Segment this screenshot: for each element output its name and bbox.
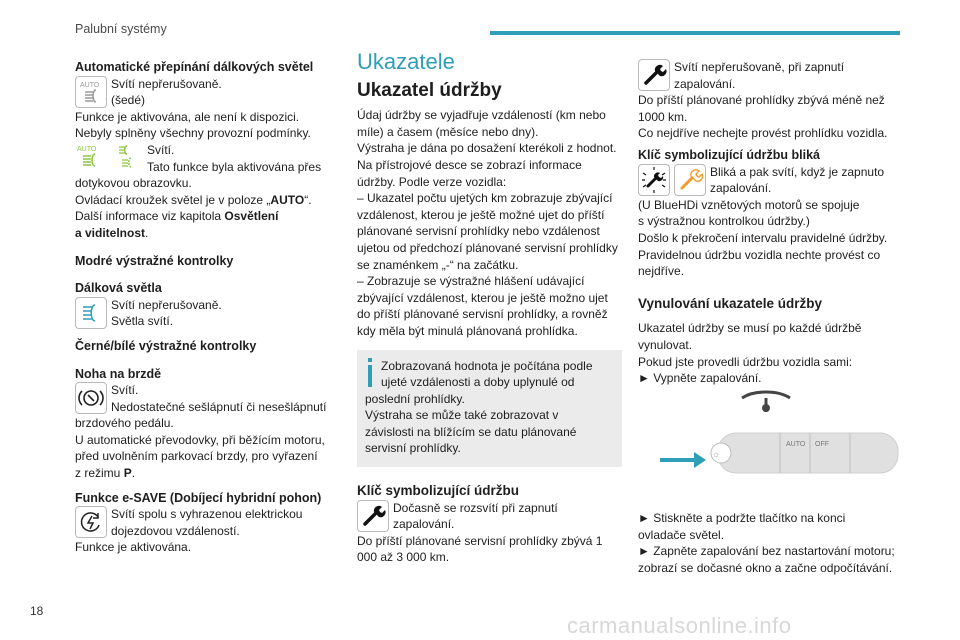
step-line-3: ► Zapněte zapalování bez nastartování motoru; xyxy=(638,544,895,559)
auto-label: AUTO xyxy=(270,192,305,207)
high-beam-line-2: Světla svítí. xyxy=(111,314,174,329)
brake-row xyxy=(75,382,340,415)
service-line: Na přístrojové desce se zobrazí informace xyxy=(357,157,582,172)
left-column xyxy=(75,59,340,556)
wrench-on-line-1: Svítí nepřerušovaně, při zapnutí xyxy=(674,60,845,74)
service-line: zbývající vzdálenost, kterou je ještě možno ujet xyxy=(357,290,608,305)
blue-warning-title: Modré výstražné kontrolky xyxy=(75,253,234,268)
reset-line-3: Pokud jste provedli údržbu vozidla sami: xyxy=(638,354,853,369)
steering-wheel-top xyxy=(742,392,790,398)
auto-high-beam-title: Automatické přepínání dálkových světel xyxy=(75,60,314,74)
arrow-right-icon xyxy=(694,452,706,468)
high-beam-title: Dálková světla xyxy=(75,281,162,296)
auto-on-line-2: Tato funkce byla aktivována přes xyxy=(147,159,322,174)
brake-line-6c: . xyxy=(131,466,136,481)
esave-row xyxy=(75,506,340,539)
blink-line-4: s výstražnou kontrolkou údržby.) xyxy=(638,214,810,229)
service-line: – Zobrazuje se výstražné hlášení udávající xyxy=(357,274,585,289)
brake-line-1: Svítí. xyxy=(111,383,139,398)
info-box xyxy=(357,350,622,468)
auto-high-beam-grey-icon xyxy=(75,76,107,108)
service-line: míle) a časem (měsíce nebo dny). xyxy=(357,124,539,139)
header-accent-bar xyxy=(490,31,900,35)
auto-on-line-1: Svítí. xyxy=(147,142,175,157)
service-line: ujetou od předchozí plánované servisní prohlídky xyxy=(357,240,618,255)
service-line: se znaménkem „-“ na začátku. xyxy=(357,257,519,272)
wrench-line-2: zapalování. xyxy=(393,517,455,532)
wrench-line-1: Dočasně se rozsvítí při zapnutí xyxy=(393,500,558,515)
blink-line-5: Došlo k překročení intervalu pravidelné údržby. xyxy=(638,230,888,245)
info-line: servisní prohlídky. xyxy=(365,441,461,456)
auto-off-line-1: Svítí nepřerušovaně. xyxy=(111,76,222,91)
svg-text:AUTO: AUTO xyxy=(77,145,97,153)
wrench-line-3: Do příští plánované servisní prohlídky zbývá 1 xyxy=(357,533,603,548)
brake-title: Noha na brzdě xyxy=(75,366,162,381)
reset-title: Vynulování ukazatele údržby xyxy=(638,295,823,311)
service-indicator-body xyxy=(357,107,622,339)
indicators-title: Ukazatele xyxy=(357,49,455,74)
reset-body xyxy=(638,320,903,386)
brake-line-4: U automatické převodovky, při běžícím motoru, xyxy=(75,432,325,447)
auto-on-line-5a: Další informace viz kapitola xyxy=(75,209,225,224)
auto-on-line-4 xyxy=(75,192,340,209)
wrench-title: Klíč symbolizující údržbu xyxy=(357,483,520,499)
steps-block xyxy=(638,510,903,576)
wrench-on-line-3: Do příští plánované prohlídky zbývá méně než xyxy=(638,93,885,108)
svg-text:AUTO: AUTO xyxy=(80,81,100,89)
auto-off-line-3: Funkce je aktivována, ale není k dispozici. xyxy=(75,109,300,124)
wrench-on-line-2: zapalování. xyxy=(674,76,736,91)
blink-line-2: zapalování. xyxy=(710,181,772,196)
esave-line-3: Funkce je aktivována. xyxy=(75,540,192,555)
blink-title: Klíč symbolizující údržbu bliká xyxy=(638,147,820,162)
wrench-blinking-icon xyxy=(638,164,670,196)
info-line: Výstraha se může také zobrazovat v xyxy=(365,408,559,423)
auto-high-beam-green-icon xyxy=(75,142,107,174)
high-beam-icon xyxy=(75,297,107,329)
auto-on-line-5 xyxy=(75,208,340,225)
step-line-4: zobrazí se dočasné okno a začne odpočítávání. xyxy=(638,560,893,575)
auto-on-line-4c: “. xyxy=(304,192,312,207)
lighting-stalk-illustration xyxy=(660,378,900,498)
middle-column xyxy=(357,49,622,566)
reset-line-4: ► Vypněte zapalování. xyxy=(638,371,762,386)
visibility-chapter-ref: a viditelnost xyxy=(75,225,146,240)
park-mode-label: P xyxy=(123,466,132,481)
service-line: plánované servisní prohlídky nebo vzdálenost xyxy=(357,224,600,239)
esave-line-1: Svítí spolu s vyhrazenou elektrickou xyxy=(111,507,303,522)
bw-warning-title: Černé/bílé výstražné kontrolky xyxy=(75,338,257,353)
blink-row xyxy=(638,164,903,197)
high-beam-line-1: Svítí nepřerušovaně. xyxy=(111,297,222,312)
auto-on-line-3: dotykovou obrazovku. xyxy=(75,176,192,191)
stalk-label-off: OFF xyxy=(815,441,829,448)
auto-on-row xyxy=(75,142,340,175)
esave-title: Funkce e-SAVE (Dobíjecí hybridní pohon) xyxy=(75,490,322,505)
esave-line-2: dojezdovou vzdáleností. xyxy=(111,523,240,538)
info-icon xyxy=(365,358,375,388)
info-line: poslední prohlídky. xyxy=(365,391,465,406)
page-number: 18 xyxy=(30,604,44,618)
auto-on-line-6 xyxy=(75,225,340,242)
wrench-on-row xyxy=(638,59,903,92)
foot-on-brake-icon xyxy=(75,382,107,414)
wrench-line-4: 000 až 3 000 km. xyxy=(357,550,450,565)
wrench-on-line-4: 1000 km. xyxy=(638,109,688,124)
service-line: Výstraha je dána po dosažení kterékoli z hodnot. xyxy=(357,141,617,156)
wrench-icon xyxy=(357,500,389,532)
esave-icon xyxy=(75,506,107,538)
brake-line-6a: z režimu xyxy=(75,466,124,481)
ignition-key-icon xyxy=(762,404,770,412)
service-indicator-title: Ukazatel údržby xyxy=(357,79,502,101)
info-line: závislosti na blížícím se datu plánované xyxy=(365,424,577,439)
high-beam-assist-green-icon xyxy=(111,142,143,174)
service-line: vzdálenost, kterou je ještě možné ujet do příští xyxy=(357,207,605,222)
service-line: kdy měla být minulá plánovaná prohlídka. xyxy=(357,323,578,338)
blink-line-7: nejdříve. xyxy=(638,264,685,279)
step-line-1: ► Stiskněte a podržte tlačítko na konci xyxy=(638,511,846,525)
brake-line-6 xyxy=(75,465,340,482)
wrench-steady-icon xyxy=(638,59,670,91)
stalk-label-auto: AUTO xyxy=(786,441,806,448)
service-line: údržby. Podle verze vozidla: xyxy=(357,174,507,189)
info-line: Zobrazovaná hodnota je počítána podle xyxy=(381,358,593,373)
auto-on-line-6b: . xyxy=(145,225,149,240)
right-column xyxy=(638,59,903,387)
stalk-body xyxy=(718,433,898,473)
auto-off-line-4: Nebyly splněny všechny provozní podmínky. xyxy=(75,126,311,141)
watermark: carmanualsonline.info xyxy=(567,613,792,638)
step-line-2: ovladače světel. xyxy=(638,527,725,542)
blink-line-6: Pravidelnou údržbu vozidla nechte provést co xyxy=(638,247,881,262)
brake-line-3: brzdového pedálu. xyxy=(75,416,174,431)
wrench-row xyxy=(357,500,622,533)
info-line: ujeté vzdálenosti a doby uplynulé od xyxy=(381,375,575,390)
service-line: – Ukazatel počtu ujetých km zobrazuje zbývající xyxy=(357,191,613,206)
wrench-orange-icon xyxy=(674,164,706,196)
blink-line-3: (U BlueHDi vznětových motorů se spojuje xyxy=(638,197,860,212)
high-beam-row xyxy=(75,297,340,330)
brake-line-5: před uvolněním parkovací brzdy, pro vyřazení xyxy=(75,449,318,464)
header-section: Palubní systémy xyxy=(75,22,167,36)
lighting-chapter-ref: Osvětlení xyxy=(224,209,279,224)
auto-off-line-2: (šedé) xyxy=(111,93,146,108)
auto-off-row xyxy=(75,76,340,109)
service-line: do příští plánované servisní prohlídky, a rovněž xyxy=(357,307,608,322)
auto-on-line-4a: Ovládací kroužek světel je v poloze „ xyxy=(75,192,271,207)
service-line: Údaj údržby se vyjadřuje vzdáleností (km nebo xyxy=(357,108,606,123)
stalk-symbol-icon: ☼ xyxy=(712,449,721,459)
reset-line-2: vynulovat. xyxy=(638,337,693,352)
wrench-on-line-5: Co nejdříve nechejte provést prohlídku vozidla. xyxy=(638,126,888,141)
reset-line-1: Ukazatel údržby se musí po každé údržbě xyxy=(638,321,862,336)
blink-line-1: Bliká a pak svítí, když je zapnuto xyxy=(710,164,885,179)
brake-line-2: Nedostatečné sešlápnutí či nesešlápnutí xyxy=(111,399,327,414)
